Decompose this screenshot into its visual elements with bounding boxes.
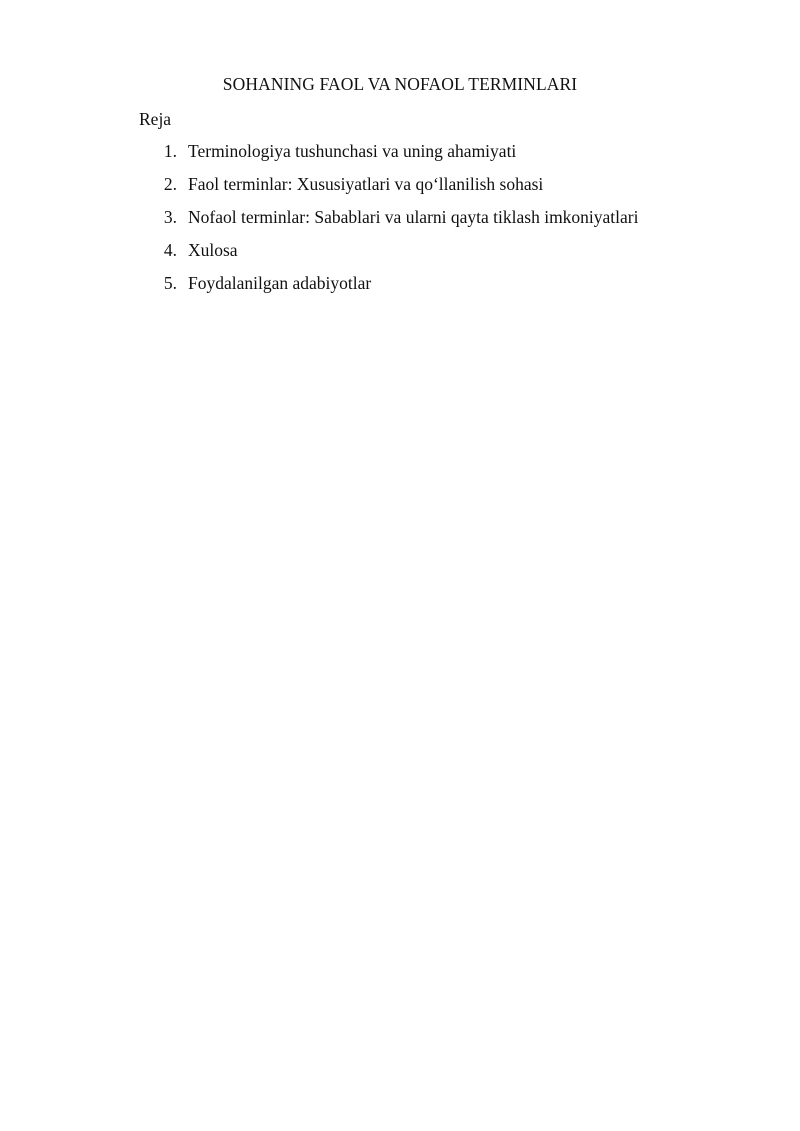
- list-item: [139, 141, 759, 163]
- section-label-reja: Reja: [139, 109, 172, 129]
- list-item: [139, 240, 759, 262]
- plan-list: [139, 141, 759, 305]
- list-item-label: Faol terminlar: Xususiyatlari va qo‘llanilish sohasi: [188, 173, 544, 194]
- list-item-label: Terminologiya tushunchasi va uning ahamiyati: [188, 141, 517, 161]
- list-item: [139, 207, 759, 229]
- list-item-label: Nofaol terminlar: Sabablari va ularni qayta tiklash imkoniyatlari: [188, 206, 639, 227]
- list-item: [139, 174, 759, 196]
- list-item-number: 3.: [163, 206, 177, 227]
- list-item-label: Foydalanilgan adabiyotlar: [188, 272, 372, 293]
- page-title: SOHANING FAOL VA NOFAOL TERMINLARI: [222, 74, 578, 94]
- list-item-number: 2.: [163, 173, 177, 194]
- list-item-number: 4.: [163, 239, 177, 260]
- list-item-number: 5.: [163, 272, 177, 293]
- list-item-number: 1.: [163, 141, 177, 161]
- list-item-label: Xulosa: [188, 239, 238, 260]
- list-item: [139, 273, 759, 295]
